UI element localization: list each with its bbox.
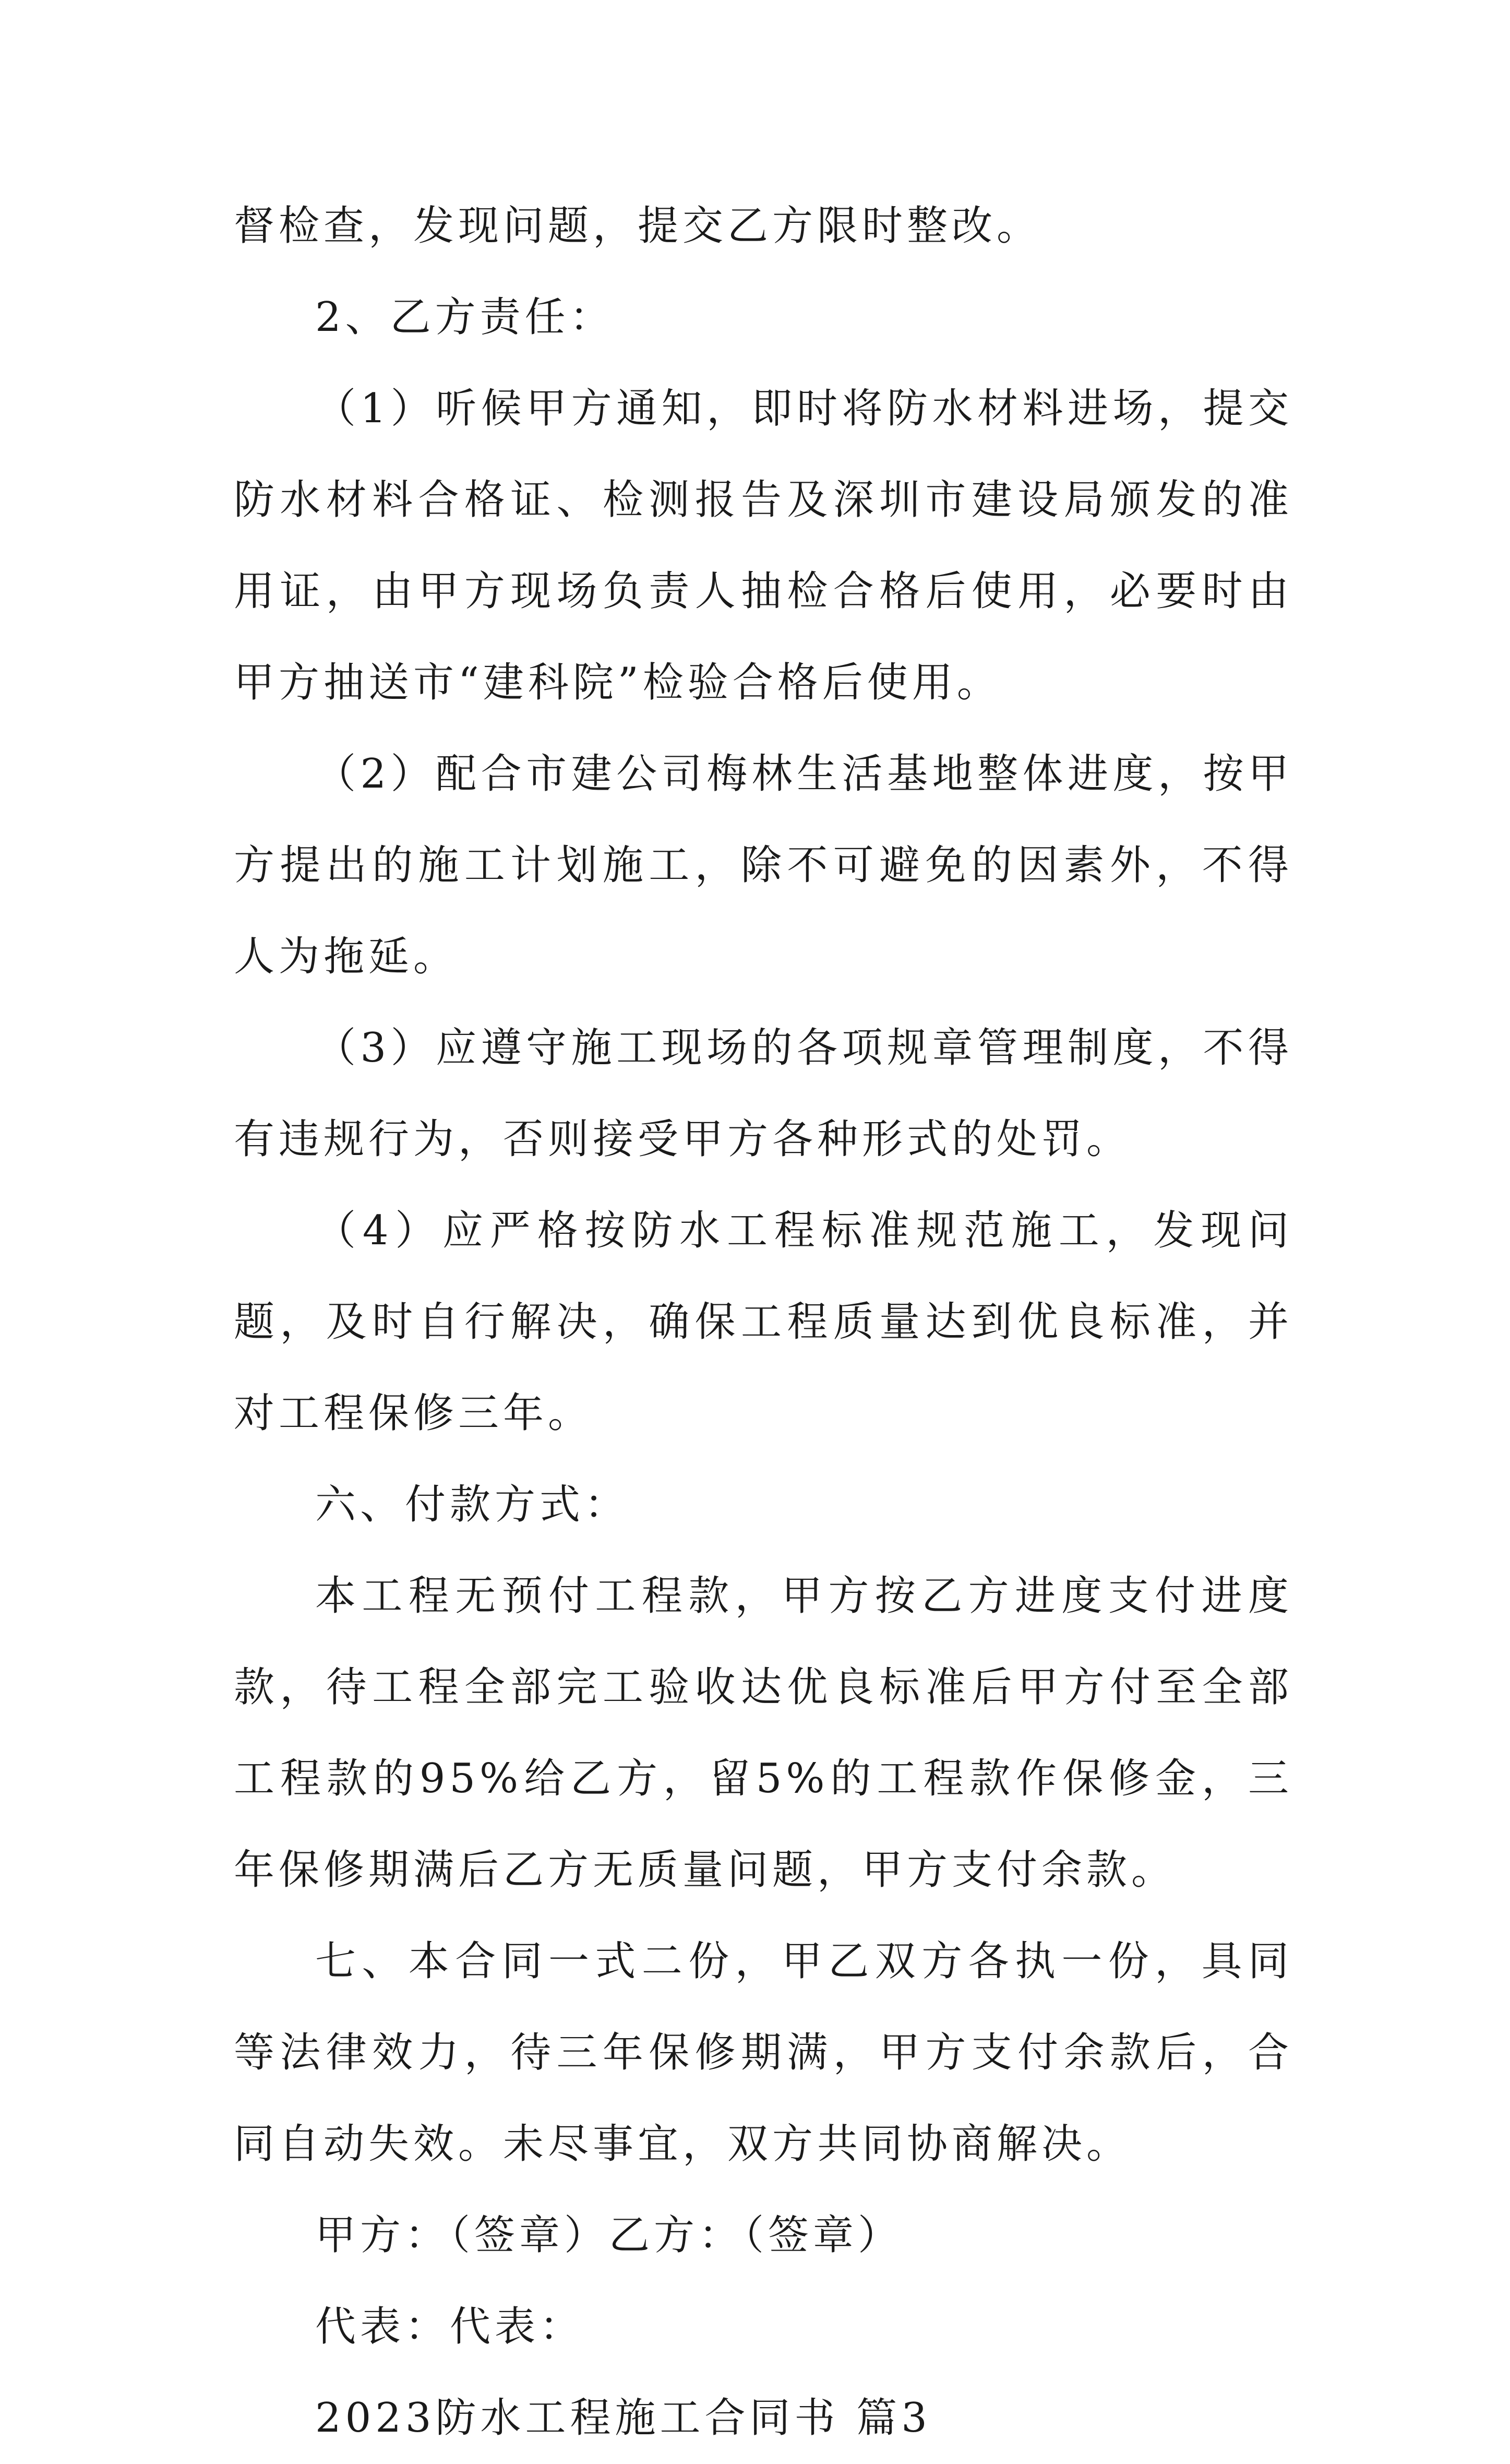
signature-line-representatives: 代表：代表： [315,2303,585,2350]
duty-item-2: （2）配合市建公司梅林生活基地整体进度，按甲方提出的施工计划施工，除不可避免的因素外，不得人为拖延。 [234,751,1293,980]
contract-copies-clause: 七、本合同一式二份，甲乙双方各执一份，具同等法律效力，待三年保修期满，甲方支付余款后，合同自动失效。未尽事宜，双方共同协商解决。 [234,1938,1293,2168]
duty-item-4: （4）应严格按防水工程标准规范施工，发现问题，及时自行解决，确保工程质量达到优良标准，并对工程保修三年。 [234,1207,1293,1437]
payment-terms: 本工程无预付工程款，甲方按乙方进度支付进度款，待工程全部完工验收达优良标准后甲方付至全部工程款的95%给乙方，留5%的工程款作保修金，三年保修期满后乙方无质量问题，甲方支付余款。 [234,1573,1293,1894]
document-body [234,181,1293,2464]
section-heading-payment: 六、付款方式： [315,1481,630,1528]
signature-line-parties: 甲方：（签章）乙方：（签章） [315,2212,903,2259]
duty-item-1: （1）听候甲方通知，即时将防水材料进场，提交防水材料合格证、检测报告及深圳市建设局颁发的准用证，由甲方现场负责人抽检合格后使用，必要时由甲方抽送市“建科院”检验合格后使用。 [234,385,1293,706]
paragraph-continuation: 督检查，发现问题，提交乙方限时整改。 [234,203,1042,249]
next-section-title: 2023防水工程施工合同书 篇3 [315,2395,931,2442]
duty-item-3: （3）应遵守施工现场的各项规章管理制度，不得有违规行为，否则接受甲方各种形式的处罚。 [234,1025,1293,1163]
section-heading-party-b-duties: 2、乙方责任： [315,294,615,341]
